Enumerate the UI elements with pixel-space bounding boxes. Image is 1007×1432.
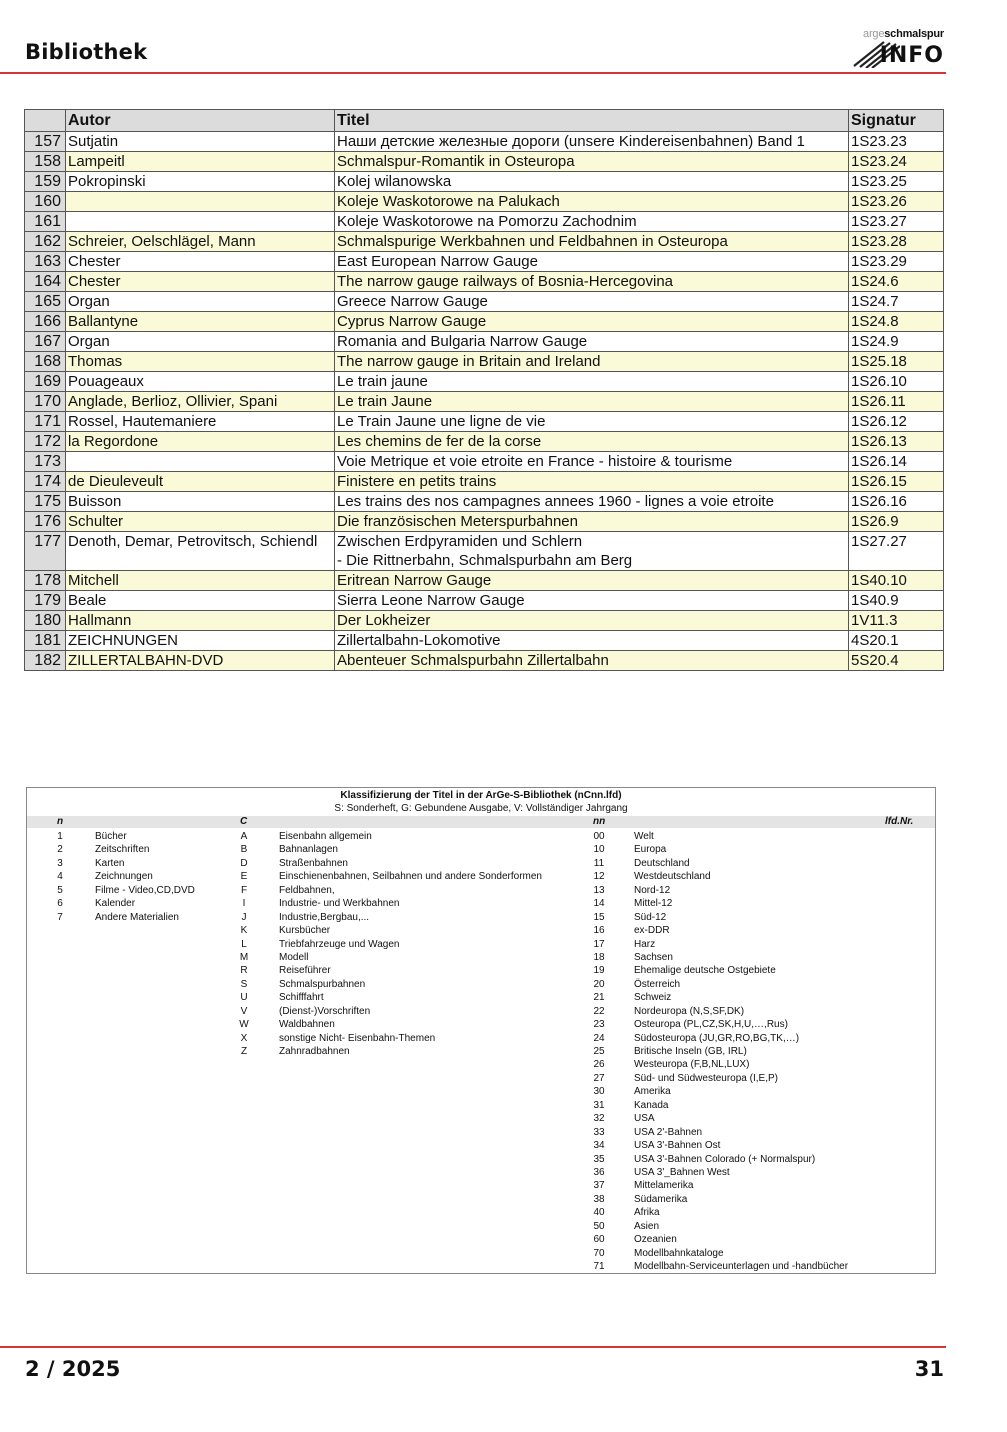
- nn-code: 22: [593, 1005, 605, 1017]
- header-lfd-nr: lfd.Nr.: [885, 816, 914, 827]
- signature-cell: 1S24.7: [849, 292, 944, 312]
- title-cell: Zillertalbahn-Lokomotive: [335, 631, 849, 651]
- c-label: Industrie,Bergbau,...: [279, 911, 370, 923]
- author-cell: Pokropinski: [66, 172, 335, 192]
- row-number: 165: [25, 292, 66, 312]
- nn-label: Mittel-12: [634, 898, 673, 910]
- nn-label: Osteuropa (PL,CZ,SK,H,U,…,Rus): [634, 1019, 788, 1031]
- c-label-column: [279, 830, 599, 1058]
- row-number: 162: [25, 232, 66, 252]
- row-number: 173: [25, 452, 66, 472]
- author-cell: [66, 452, 335, 472]
- nn-code: 25: [593, 1046, 605, 1057]
- n-label: Zeitschriften: [95, 844, 150, 856]
- arge-schmalspur-logo: [848, 26, 946, 70]
- title-cell: Sierra Leone Narrow Gauge: [335, 591, 849, 611]
- title-cell: Romania and Bulgaria Narrow Gauge: [335, 332, 849, 352]
- row-number: 171: [25, 412, 66, 432]
- c-label: Reiseführer: [279, 965, 331, 977]
- c-code: B: [240, 844, 248, 856]
- nn-code: 37: [593, 1180, 605, 1192]
- nn-label: Westdeutschland: [634, 871, 711, 883]
- nn-code: 11: [593, 857, 605, 869]
- title-cell: The narrow gauge in Britain and Ireland: [335, 352, 849, 372]
- nn-code: 19: [593, 965, 605, 977]
- column-header-title: Titel: [335, 110, 849, 132]
- nn-code: 18: [593, 951, 605, 963]
- c-label: Einschienenbahnen, Seilbahnen und andere Sonderformen: [279, 871, 542, 883]
- signature-cell: 1S25.18: [849, 352, 944, 372]
- n-code: 4: [57, 871, 63, 883]
- nn-code: 14: [593, 898, 605, 910]
- signature-cell: 1S26.9: [849, 512, 944, 532]
- nn-code: 36: [593, 1166, 605, 1178]
- title-cell: Les chemins de fer de la corse: [335, 432, 849, 452]
- title-cell: Schmalspur-Romantik in Osteuropa: [335, 152, 849, 172]
- nn-label: Südamerika: [634, 1193, 688, 1205]
- row-number: 177: [25, 532, 66, 571]
- signature-cell: 1S23.27: [849, 212, 944, 232]
- title-cell: Koleje Waskotorowe na Pomorzu Zachodnim: [335, 212, 849, 232]
- row-number: 158: [25, 152, 66, 172]
- library-table-body: [25, 132, 944, 671]
- n-code: 2: [57, 844, 63, 856]
- row-number: 180: [25, 611, 66, 631]
- nn-label: Mittelamerika: [634, 1180, 694, 1192]
- nn-code: 38: [593, 1193, 605, 1205]
- n-label-column: [95, 830, 245, 924]
- nn-code: 33: [593, 1126, 605, 1138]
- c-label: Feldbahnen,: [279, 884, 335, 896]
- row-number: 182: [25, 651, 66, 671]
- signature-cell: 1S40.10: [849, 571, 944, 591]
- author-cell: Buisson: [66, 492, 335, 512]
- nn-code: 13: [593, 884, 605, 896]
- nn-code: 10: [593, 844, 605, 856]
- n-label: Bücher: [95, 831, 127, 842]
- signature-cell: 1S26.11: [849, 392, 944, 412]
- nn-label: Österreich: [634, 978, 681, 990]
- table-row: [25, 352, 944, 372]
- signature-cell: 5S20.4: [849, 651, 944, 671]
- table-row: [25, 432, 944, 452]
- row-number: 179: [25, 591, 66, 611]
- page-header-title: Bibliothek: [25, 40, 148, 64]
- signature-cell: 1S26.16: [849, 492, 944, 512]
- c-code: R: [240, 965, 248, 977]
- author-cell: la Regordone: [66, 432, 335, 452]
- row-number: 161: [25, 212, 66, 232]
- author-cell: de Dieuleveult: [66, 472, 335, 492]
- n-code-column: [53, 830, 67, 924]
- signature-cell: 1S40.9: [849, 591, 944, 611]
- c-code: U: [240, 992, 248, 1004]
- title-cell: Die französischen Meterspurbahnen: [335, 512, 849, 532]
- signature-cell: 1S23.28: [849, 232, 944, 252]
- title-cell: Наши детские железные дороги (unsere Kindereisenbahnen) Band 1: [335, 132, 849, 152]
- nn-code-column: [591, 830, 607, 1273]
- table-row: [25, 631, 944, 651]
- title-cell: Les trains des nos campagnes annees 1960 - lignes a voie etroite: [335, 492, 849, 512]
- nn-code: 24: [593, 1032, 605, 1044]
- footer-divider: [0, 1346, 946, 1348]
- n-label: Karten: [95, 857, 125, 869]
- author-cell: Ballantyne: [66, 312, 335, 332]
- c-label: Eisenbahn allgemein: [279, 831, 372, 842]
- signature-cell: 1S26.12: [849, 412, 944, 432]
- header-nn: nn: [593, 816, 606, 827]
- signature-cell: 1S23.24: [849, 152, 944, 172]
- table-row: [25, 412, 944, 432]
- table-row: [25, 132, 944, 152]
- n-code: 1: [57, 831, 63, 842]
- signature-cell: 1S26.14: [849, 452, 944, 472]
- row-number: 174: [25, 472, 66, 492]
- nn-label: Welt: [634, 831, 654, 842]
- nn-label: Sachsen: [634, 951, 673, 963]
- n-code: 7: [57, 911, 63, 923]
- n-code: 3: [57, 857, 63, 869]
- title-cell: The narrow gauge railways of Bosnia-Hercegovina: [335, 272, 849, 292]
- nn-label: Westeuropa (F,B,NL,LUX): [634, 1059, 750, 1071]
- c-code: E: [240, 871, 248, 883]
- author-cell: [66, 192, 335, 212]
- c-label: Zahnradbahnen: [279, 1046, 350, 1057]
- nn-code: 21: [593, 992, 605, 1004]
- nn-label: Asien: [634, 1220, 660, 1232]
- table-row: [25, 452, 944, 472]
- author-cell: Lampeitl: [66, 152, 335, 172]
- signature-cell: 1S24.8: [849, 312, 944, 332]
- title-cell: Schmalspurige Werkbahnen und Feldbahnen in Osteuropa: [335, 232, 849, 252]
- table-row: [25, 172, 944, 192]
- table-row: [25, 532, 944, 571]
- c-label: Industrie- und Werkbahnen: [279, 898, 400, 910]
- table-row: [25, 651, 944, 671]
- c-label: Modell: [279, 951, 309, 963]
- row-number: 160: [25, 192, 66, 212]
- n-label: Kalender: [95, 898, 136, 910]
- signature-cell: 1S23.25: [849, 172, 944, 192]
- classification-legend: [26, 787, 936, 1274]
- c-code: I: [242, 898, 246, 910]
- page-number: 31: [914, 1357, 944, 1381]
- table-row: [25, 152, 944, 172]
- table-row: [25, 252, 944, 272]
- author-cell: Chester: [66, 272, 335, 292]
- table-row: [25, 492, 944, 512]
- c-code: Z: [240, 1046, 248, 1057]
- row-number: 168: [25, 352, 66, 372]
- nn-code: 70: [593, 1247, 605, 1259]
- nn-label: Afrika: [634, 1207, 660, 1219]
- nn-label: Südosteuropa (JU,GR,RO,BG,TK,…): [634, 1032, 800, 1044]
- table-row: [25, 392, 944, 412]
- nn-code: 23: [593, 1019, 605, 1031]
- c-label: Kursbücher: [279, 925, 331, 937]
- title-cell: Kolej wilanowska: [335, 172, 849, 192]
- nn-code: 32: [593, 1113, 605, 1125]
- nn-label: Europa: [634, 844, 667, 856]
- table-row: [25, 212, 944, 232]
- author-cell: Denoth, Demar, Petrovitsch, Schiendl: [66, 532, 335, 571]
- row-number: 181: [25, 631, 66, 651]
- column-header-author: Autor: [66, 110, 335, 132]
- classification-header-row: [27, 816, 935, 828]
- column-header-signature: Signatur: [849, 110, 944, 132]
- table-row: [25, 312, 944, 332]
- title-cell: Zwischen Erdpyramiden und Schlern - Die Rittnerbahn, Schmalspurbahn am Berg: [335, 532, 849, 571]
- author-cell: Mitchell: [66, 571, 335, 591]
- n-code: 5: [57, 884, 63, 896]
- title-cell: Le train Jaune: [335, 392, 849, 412]
- nn-code: 00: [593, 831, 605, 842]
- signature-cell: 1S24.9: [849, 332, 944, 352]
- classification-subtitle: S: Sonderheft, G: Gebundene Ausgabe, V: Vollständiger Jahrgang: [334, 803, 628, 814]
- c-code: D: [240, 857, 248, 869]
- nn-code: 20: [593, 978, 605, 990]
- c-code: M: [239, 951, 249, 963]
- c-label: sonstige Nicht- Eisenbahn-Themen: [279, 1032, 436, 1044]
- classification-title: Klassifizierung der Titel in der ArGe-S-Bibliothek (nCnn.lfd): [340, 790, 622, 801]
- logo-info-text: INFO: [879, 43, 944, 68]
- author-cell: Chester: [66, 252, 335, 272]
- nn-label: USA: [634, 1113, 655, 1125]
- nn-label: USA 3'-Bahnen Colorado (+ Normalspur): [634, 1153, 816, 1165]
- row-number: 164: [25, 272, 66, 292]
- c-code: W: [239, 1019, 249, 1031]
- nn-code: 12: [593, 871, 605, 883]
- title-cell: East European Narrow Gauge: [335, 252, 849, 272]
- c-code-column: [237, 830, 251, 1058]
- author-cell: Pouageaux: [66, 372, 335, 392]
- nn-code: 60: [593, 1234, 605, 1246]
- signature-cell: 1V11.3: [849, 611, 944, 631]
- author-cell: ZEICHNUNGEN: [66, 631, 335, 651]
- nn-label: Britische Inseln (GB, IRL): [634, 1046, 747, 1057]
- c-code: F: [240, 884, 248, 896]
- table-row: [25, 332, 944, 352]
- c-code: J: [241, 911, 247, 923]
- signature-cell: 1S26.13: [849, 432, 944, 452]
- author-cell: Beale: [66, 591, 335, 611]
- author-cell: Thomas: [66, 352, 335, 372]
- nn-code: 71: [593, 1261, 605, 1272]
- nn-label-column: [634, 830, 934, 1273]
- title-cell: Le Train Jaune une ligne de vie: [335, 412, 849, 432]
- nn-label: Modellbahnkataloge: [634, 1247, 724, 1259]
- c-code: K: [240, 925, 248, 937]
- author-cell: Schreier, Oelschlägel, Mann: [66, 232, 335, 252]
- c-label: Schifffahrt: [279, 992, 324, 1004]
- c-code: V: [240, 1005, 248, 1017]
- nn-label: Kanada: [634, 1099, 669, 1111]
- row-number: 159: [25, 172, 66, 192]
- table-row: [25, 512, 944, 532]
- title-cell: Cyprus Narrow Gauge: [335, 312, 849, 332]
- c-code: S: [240, 978, 248, 990]
- row-number: 176: [25, 512, 66, 532]
- nn-label: USA 3'_Bahnen West: [634, 1166, 730, 1178]
- c-label: Bahnanlagen: [279, 844, 338, 856]
- author-cell: ZILLERTALBAHN-DVD: [66, 651, 335, 671]
- table-row: [25, 472, 944, 492]
- n-label: Andere Materialien: [95, 911, 179, 923]
- table-row: [25, 192, 944, 212]
- nn-code: 15: [593, 911, 605, 923]
- row-number: 166: [25, 312, 66, 332]
- column-header-number: [25, 110, 66, 132]
- author-cell: Sutjatin: [66, 132, 335, 152]
- nn-code: 31: [593, 1099, 605, 1111]
- nn-code: 16: [593, 925, 605, 937]
- nn-code: 26: [593, 1059, 605, 1071]
- header-c: C: [240, 816, 248, 827]
- c-code: A: [240, 831, 248, 842]
- title-cell: Abenteuer Schmalspurbahn Zillertalbahn: [335, 651, 849, 671]
- title-cell: Der Lokheizer: [335, 611, 849, 631]
- signature-cell: 1S24.6: [849, 272, 944, 292]
- header-divider: [0, 72, 946, 74]
- header-n: n: [57, 816, 64, 827]
- row-number: 172: [25, 432, 66, 452]
- nn-label: Nord-12: [634, 884, 671, 896]
- author-cell: Organ: [66, 292, 335, 312]
- nn-label: Ehemalige deutsche Ostgebiete: [634, 965, 776, 977]
- row-number: 157: [25, 132, 66, 152]
- nn-code: 50: [593, 1220, 605, 1232]
- author-cell: Hallmann: [66, 611, 335, 631]
- nn-label: Harz: [634, 938, 656, 950]
- signature-cell: 1S23.29: [849, 252, 944, 272]
- nn-label: Deutschland: [634, 857, 690, 869]
- row-number: 167: [25, 332, 66, 352]
- nn-label: USA 2'-Bahnen: [634, 1126, 703, 1138]
- title-cell: Greece Narrow Gauge: [335, 292, 849, 312]
- nn-code: 27: [593, 1072, 605, 1084]
- signature-cell: 1S26.10: [849, 372, 944, 392]
- n-code: 6: [57, 898, 63, 910]
- logo-wordmark: argeschmalspur: [863, 28, 944, 40]
- table-row: [25, 272, 944, 292]
- signature-cell: 4S20.1: [849, 631, 944, 651]
- nn-code: 30: [593, 1086, 605, 1098]
- author-cell: Rossel, Hautemaniere: [66, 412, 335, 432]
- table-row: [25, 611, 944, 631]
- table-row: [25, 292, 944, 312]
- signature-cell: 1S23.23: [849, 132, 944, 152]
- c-label: Straßenbahnen: [279, 857, 348, 869]
- c-label: Triebfahrzeuge und Wagen: [279, 938, 400, 950]
- nn-label: Schweiz: [634, 992, 672, 1004]
- row-number: 170: [25, 392, 66, 412]
- nn-label: Süd- und Südwesteuropa (I,E,P): [634, 1072, 778, 1084]
- c-label: Waldbahnen: [279, 1019, 335, 1031]
- signature-cell: 1S23.26: [849, 192, 944, 212]
- author-cell: [66, 212, 335, 232]
- c-code: L: [241, 938, 247, 950]
- c-code: X: [240, 1032, 248, 1044]
- issue-number: 2 / 2025: [25, 1357, 121, 1381]
- n-label: Filme - Video,CD,DVD: [95, 884, 195, 896]
- c-label: Schmalspurbahnen: [279, 978, 366, 990]
- table-row: [25, 571, 944, 591]
- title-cell: Voie Metrique et voie etroite en France - histoire & tourisme: [335, 452, 849, 472]
- nn-code: 17: [593, 938, 605, 950]
- n-label: Zeichnungen: [95, 871, 153, 883]
- signature-cell: 1S27.27: [849, 532, 944, 571]
- nn-label: Ozeanien: [634, 1234, 677, 1246]
- row-number: 169: [25, 372, 66, 392]
- table-row: [25, 591, 944, 611]
- signature-cell: 1S26.15: [849, 472, 944, 492]
- nn-label: Amerika: [634, 1086, 671, 1098]
- row-number: 175: [25, 492, 66, 512]
- title-cell: Koleje Waskotorowe na Palukach: [335, 192, 849, 212]
- library-table: [24, 109, 944, 671]
- title-cell: Finistere en petits trains: [335, 472, 849, 492]
- table-row: [25, 372, 944, 392]
- nn-label: Nordeuropa (N,S,SF,DK): [634, 1005, 745, 1017]
- row-number: 178: [25, 571, 66, 591]
- title-cell: Le train jaune: [335, 372, 849, 392]
- nn-label: Süd-12: [634, 911, 667, 923]
- nn-code: 34: [593, 1140, 605, 1152]
- author-cell: Organ: [66, 332, 335, 352]
- author-cell: Schulter: [66, 512, 335, 532]
- nn-code: 40: [593, 1207, 605, 1219]
- row-number: 163: [25, 252, 66, 272]
- table-row: [25, 232, 944, 252]
- c-label: (Dienst-)Vorschriften: [279, 1005, 371, 1017]
- nn-label: Modellbahn-Serviceunterlagen und -handbücher: [634, 1261, 849, 1272]
- nn-label: ex-DDR: [634, 925, 670, 937]
- nn-code: 35: [593, 1153, 605, 1165]
- nn-label: USA 3'-Bahnen Ost: [634, 1140, 721, 1152]
- author-cell: Anglade, Berlioz, Ollivier, Spani: [66, 392, 335, 412]
- title-cell: Eritrean Narrow Gauge: [335, 571, 849, 591]
